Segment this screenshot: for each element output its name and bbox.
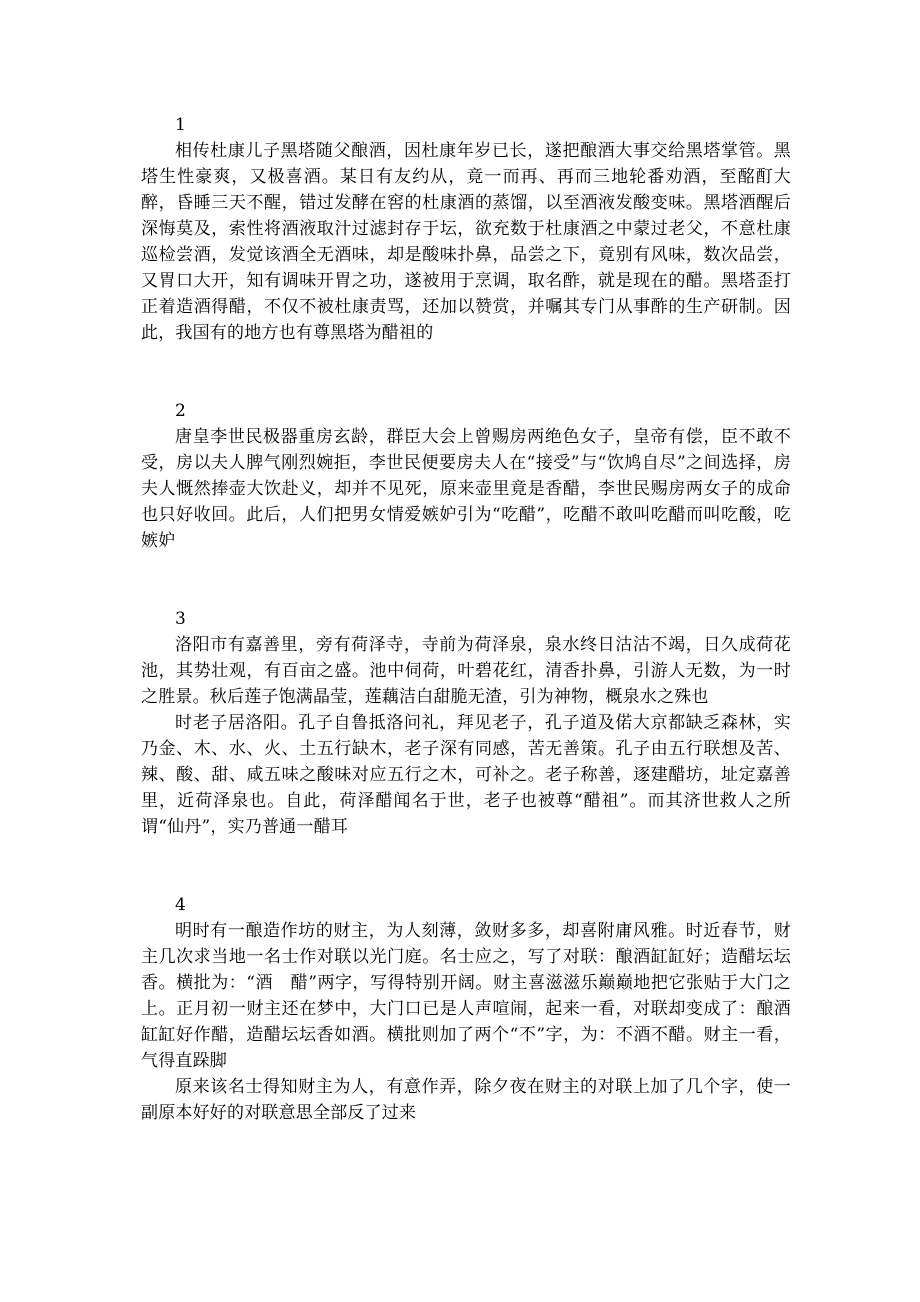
paragraph: 唐皇李世民极器重房玄龄，群臣大会上曾赐房两绝色女子，皇帝有偿，臣不敢不受，房以夫人脾气刚烈婉拒，李世民便要房夫人在“接受”与“饮鸠自尽”之间选择，房夫人慨然捧壶大饮赴义，却并不见死，原来壶里竟是香醋，李世民赐房两女子的成命也只好收回。此后，人们把男女情爱嫉妒引为“吃醋”，吃醋不敢叫吃醋而叫吃酸，吃嫉妒 xyxy=(141,427,791,551)
paragraph: 洛阳市有嘉善里，旁有荷泽寺，寺前为荷泽泉，泉水终日沽沽不竭，日久成荷花池，其势壮观，有百亩之盛。池中伺荷，叶碧花红，清香扑鼻，引游人无数，为一时之胜景。秋后莲子饱满晶莹，莲藕洁白甜脆无渣，引为神物，概泉水之殊也 xyxy=(141,635,791,707)
section-number: 2 xyxy=(175,401,186,421)
section-4 xyxy=(141,892,791,1126)
section-1 xyxy=(141,112,791,346)
section-number: 4 xyxy=(175,895,186,915)
document-body xyxy=(141,112,791,1126)
section-2 xyxy=(141,398,791,554)
section-number: 3 xyxy=(175,609,186,629)
paragraph: 相传杜康儿子黑塔随父酿酒，因杜康年岁已长，遂把酿酒大事交给黑塔掌管。黑塔生性豪爽，又极喜酒。某日有友约从，竟一而再、再而三地轮番劝酒，至酩酊大醉，昏睡三天不醒，错过发酵在窖的杜康酒的蒸馏，以至酒液发酸变味。黑塔酒醒后深悔莫及，索性将酒液取汁过滤封存于坛，欲充数于杜康酒之中蒙过老父，不意杜康巡检尝酒，发觉该酒全无酒味，却是酸味扑鼻，品尝之下，竟别有风味，数次品尝，又胃口大开，知有调味开胃之功，遂被用于烹调，取名酢，就是现在的醋。黑塔歪打正着造酒得醋，不仅不被杜康责骂，还加以赞赏，并嘱其专门从事酢的生产研制。因此，我国有的地方也有尊黑塔为醋祖的 xyxy=(141,141,791,343)
paragraph: 时老子居洛阳。孔子自鲁抵洛问礼，拜见老子，孔子道及偌大京都缺乏森林，实乃金、木、水、火、土五行缺木，老子深有同感，苦无善策。孔子由五行联想及苦、辣、酸、甜、咸五味之酸味对应五行之木，可补之。老子称善，逐建醋坊，址定嘉善里，近荷泽泉也。自此，荷泽醋闻名于世，老子也被尊“醋祖”。而其济世救人之所谓“仙丹”，实乃普通一醋耳 xyxy=(141,713,791,837)
section-gap xyxy=(141,346,791,398)
paragraph: 原来该名士得知财主为人，有意作弄，除夕夜在财主的对联上加了几个字，使一副原本好好的对联意思全部反了过来 xyxy=(141,1077,791,1123)
section-3 xyxy=(141,606,791,840)
section-gap xyxy=(141,840,791,892)
paragraph: 明时有一酿造作坊的财主，为人刻薄，敛财多多，却喜附庸风雅。时近春节，财主几次求当地一名士作对联以光门庭。名士应之，写了对联：酿酒缸缸好；造醋坛坛香。横批为：“酒 醋”两字，写得特别开阔。财主喜滋滋乐巅巅地把它张贴于大门之上。正月初一财主还在梦中，大门口已是人声喧闹，起来一看，对联却变成了：酿酒缸缸好作醋，造醋坛坛香如酒。横批则加了两个“不”字，为：不酒不醋。财主一看，气得直跺脚 xyxy=(141,921,791,1071)
section-number: 1 xyxy=(175,115,186,135)
section-gap xyxy=(141,554,791,606)
